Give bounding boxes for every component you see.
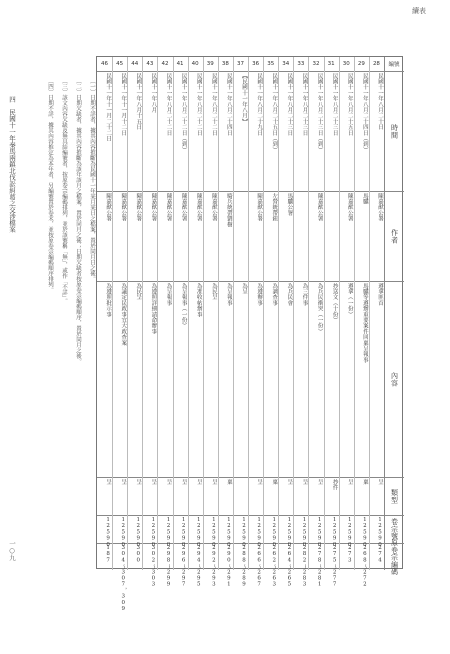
column-separator	[173, 57, 174, 570]
column-separator	[157, 57, 158, 570]
cell-type: 呈	[301, 479, 308, 485]
cell-type: 抄件	[331, 479, 338, 491]
cell-original: 290～291	[225, 545, 232, 588]
column-separator	[188, 57, 189, 570]
cell-volume: 12590	[256, 517, 263, 548]
column-separator	[233, 57, 234, 570]
cell-type: 呈	[210, 479, 217, 485]
cell-volume: 12590	[165, 517, 172, 548]
cell-content: 為議定民政事宜大政查案	[120, 283, 127, 346]
cell-seq: 44	[131, 61, 139, 67]
cell-time: 民國十一年八月二十三日	[286, 73, 293, 136]
cell-volume: 12590	[331, 517, 338, 548]
cell-original: 300	[135, 545, 142, 564]
cell-original: 282～283	[301, 545, 308, 588]
cell-author: 陳嘉猷公署	[105, 193, 112, 222]
cell-seq: 28	[372, 61, 380, 67]
cell-content: 為調查事	[271, 283, 278, 306]
cell-original: 288～289	[241, 545, 248, 588]
cell-type: 呈	[195, 479, 202, 485]
header-seq: 編號	[388, 62, 400, 68]
column-separator	[112, 57, 113, 570]
cell-seq: 31	[327, 61, 335, 67]
cell-type: 稟	[361, 479, 368, 485]
cell-volume: 12590	[150, 517, 157, 548]
cell-content: 為兵民會	[286, 283, 293, 306]
cell-author: 左營統帶鈕	[271, 193, 278, 222]
cell-volume: 12590	[241, 517, 248, 548]
cell-time: 民國十一年八月十五日	[135, 73, 142, 130]
cell-type: 稟	[271, 479, 278, 485]
header-type: 類型	[390, 488, 399, 504]
cell-seq: 30	[342, 61, 350, 67]
cell-original: 262～263	[271, 545, 278, 588]
cell-time: 民國十一年八月二十二日	[165, 73, 172, 136]
header-volume: 卷宗號	[390, 518, 399, 540]
column-separator	[354, 57, 355, 570]
cell-seq: 37	[236, 61, 244, 67]
cell-content: 為遵照詳細請命辦事	[150, 283, 157, 335]
column-separator	[278, 57, 279, 570]
column-separator	[203, 57, 204, 570]
cell-original: 273	[346, 545, 353, 564]
cell-content: 馬驥等遵辦重要案件回稟呈報事	[361, 283, 368, 363]
cell-type: 呈	[150, 479, 157, 485]
cell-volume: 12590	[195, 517, 202, 548]
cell-seq: 40	[191, 61, 199, 67]
cell-content: 為呈報事	[165, 283, 172, 306]
cell-author: 陳嘉猷公署	[376, 193, 383, 222]
note-2: 〔二〕日期欠缺者，據其內容推斷為該年該月之檔案，置於同月之後；日期欠缺者按原卷宗編碼順序，置於同月之後。	[75, 78, 81, 364]
cell-volume: 12590	[105, 517, 112, 548]
column-separator	[308, 57, 309, 570]
cell-content: 遵拿（一份）	[346, 283, 353, 318]
cell-time: 民國十一年十一月二十二日	[105, 73, 112, 142]
header-content: 內容	[390, 371, 399, 387]
cell-content: 為准收帖辦事	[195, 283, 202, 318]
column-separator	[248, 57, 249, 570]
cell-seq: 29	[357, 61, 365, 67]
cell-volume: 12590	[225, 517, 232, 548]
cell-author	[235, 193, 246, 279]
cell-time: 民國十一年八月二十四日（到）	[361, 73, 368, 153]
cell-author: 陳嘉猷公署	[210, 193, 217, 222]
cell-type: 呈	[120, 479, 127, 485]
cell-author: 陳嘉猷公署	[195, 193, 202, 222]
cell-seq: 42	[161, 61, 169, 67]
cell-volume: 12590	[120, 517, 127, 548]
cell-author	[295, 193, 306, 279]
cell-content: 為民呈	[210, 283, 217, 301]
cell-content: 為兵民衝突（一份）	[316, 283, 323, 335]
header-time: 時間	[390, 123, 399, 139]
cell-type	[235, 479, 246, 513]
cell-volume: 12590	[180, 517, 187, 548]
cell-author: 陳嘉猷公署	[256, 193, 263, 222]
notes-block	[24, 78, 94, 548]
header-original: 原卷宗編碼	[390, 538, 399, 575]
cell-type: 呈	[135, 479, 142, 485]
cell-author: 馬驥	[361, 193, 368, 205]
cell-seq: 32	[312, 61, 320, 67]
cell-time: 【民國十一年八月】	[241, 73, 248, 125]
column-separator	[142, 57, 143, 570]
cell-time: 民國十一年八月二十三日	[331, 73, 338, 136]
cell-author: 陳嘉猷公署	[180, 193, 187, 222]
cell-seq: 33	[297, 61, 305, 67]
column-separator	[339, 57, 340, 570]
cell-content: 抄送文（十份）	[331, 283, 338, 323]
cell-author: 馬驥公署	[286, 193, 293, 216]
cell-author: 陳嘉猷公署	[150, 193, 157, 222]
cell-time: 民國十一年八月二十五日（到）	[271, 73, 278, 153]
note-1: 〔一〕日期不詳者，據其內容推斷為民國十一年某月某日之檔案，置於同月日之後。	[89, 78, 95, 282]
cell-time: 民國十一年八月二十日	[376, 73, 383, 130]
cell-volume: 12590	[316, 517, 323, 548]
cell-author: 陳嘉猷公署	[346, 193, 353, 222]
note-3: 〔三〕該文內容欠缺及無具結編號者，按原卷宗編碼排列，並於該號稱「無」，或作「不詳」。	[61, 78, 67, 304]
cell-time: 民國十一年八月二十五日	[346, 73, 353, 136]
cell-type: 稟	[225, 479, 232, 485]
cell-original: 304～307，309	[120, 545, 127, 613]
cell-author: 陳嘉猷公署	[120, 193, 127, 222]
cell-content: 為民呈	[135, 283, 142, 301]
header-author: 作者	[390, 228, 399, 244]
cell-time: 民國十一年八月二十三日（到）	[316, 73, 323, 153]
cell-volume: 12590	[286, 517, 293, 548]
cell-author: 陳嘉猷公署	[165, 193, 172, 222]
cell-seq: 43	[146, 61, 154, 67]
cell-content: 為呈	[241, 283, 248, 295]
cell-original: 275～277	[331, 545, 338, 588]
cell-volume: 12590	[361, 517, 368, 548]
cell-volume: 12590	[346, 517, 353, 548]
cell-content: 為遵照批示事	[105, 283, 112, 318]
cell-type: 呈	[105, 479, 112, 485]
column-separator	[127, 57, 128, 570]
cell-type: 呈	[165, 479, 172, 485]
cell-author: 陳嘉猷公署	[135, 193, 142, 222]
page-number: 一○九	[8, 540, 16, 561]
cell-volume: 12590	[301, 517, 308, 548]
cell-time: 民國十一年八月二十二日	[195, 73, 202, 136]
cell-time: 民國十一年八月	[150, 73, 157, 113]
cell-content: 為呈報事	[225, 283, 232, 306]
cell-time: 民國十一年十一月十二日	[120, 73, 127, 136]
cell-type: 呈	[376, 479, 383, 485]
column-separator	[293, 57, 294, 570]
note-4: 〔四〕日期不詳，據其內容推定為本年者，另編號置於卷末，並按原卷宗編碼順序排列。	[47, 78, 53, 293]
cell-volume: 12590	[135, 517, 142, 548]
cell-content: 為呈報事（一份）	[180, 283, 187, 329]
cell-type: 呈	[256, 479, 263, 485]
cell-content: 為三件事	[301, 283, 308, 306]
cell-time: 民國十一年八月二十九日	[256, 73, 263, 136]
cell-time: 民國十一年八月二十四日	[225, 73, 232, 136]
cell-original: 302～303	[150, 545, 157, 588]
cell-type: 呈	[316, 479, 323, 485]
cell-author: 騎兵統帶劉樹	[225, 193, 232, 228]
cell-content: 遵拿匪首	[376, 283, 383, 306]
cell-type: 呈	[346, 479, 353, 485]
cell-seq: 46	[101, 61, 109, 67]
cell-original: 294～295	[195, 545, 202, 588]
cell-type: 呈	[180, 479, 187, 485]
cell-type: 呈	[286, 479, 293, 485]
cell-original: 266～267	[256, 545, 263, 588]
cell-seq: 39	[206, 61, 214, 67]
cell-volume: 12590	[376, 517, 383, 548]
cell-original: 298～299	[165, 545, 172, 588]
cell-seq: 34	[282, 61, 290, 67]
cell-original: 268～272	[361, 545, 368, 588]
cell-time: 民國十一年八月二十二日	[210, 73, 217, 136]
cell-time: 民國十一年八月二十二日（到）	[180, 73, 187, 153]
cell-original: 292～293	[210, 545, 217, 588]
cell-seq: 41	[176, 61, 184, 67]
cell-seq: 35	[267, 61, 275, 67]
cell-seq: 45	[116, 61, 124, 67]
cell-author: 陳嘉猷公署	[316, 193, 323, 222]
cell-seq: 38	[221, 61, 229, 67]
cell-original: 296～297	[180, 545, 187, 588]
column-separator	[263, 57, 264, 570]
cell-time: 民國十一年八月二十三日	[301, 73, 308, 136]
column-separator	[324, 57, 325, 570]
column-separator	[369, 57, 370, 570]
cell-volume: 12590	[271, 517, 278, 548]
document-table	[96, 56, 403, 613]
cell-original: 278～281	[316, 545, 323, 588]
running-header-title: 四 民國十一年秦馬兩鎮北伐訟糾葛之交涉檔案	[8, 96, 16, 233]
cell-author	[326, 193, 337, 279]
cell-volume: 12590	[210, 517, 217, 548]
column-separator	[218, 57, 219, 570]
cell-original: 264～265	[286, 545, 293, 588]
cell-content: 為遵辦事	[256, 283, 263, 306]
cell-seq: 36	[252, 61, 260, 67]
cell-original: 187	[105, 545, 112, 564]
page-tag: 續表	[412, 7, 426, 15]
cell-original: 274	[376, 545, 383, 564]
